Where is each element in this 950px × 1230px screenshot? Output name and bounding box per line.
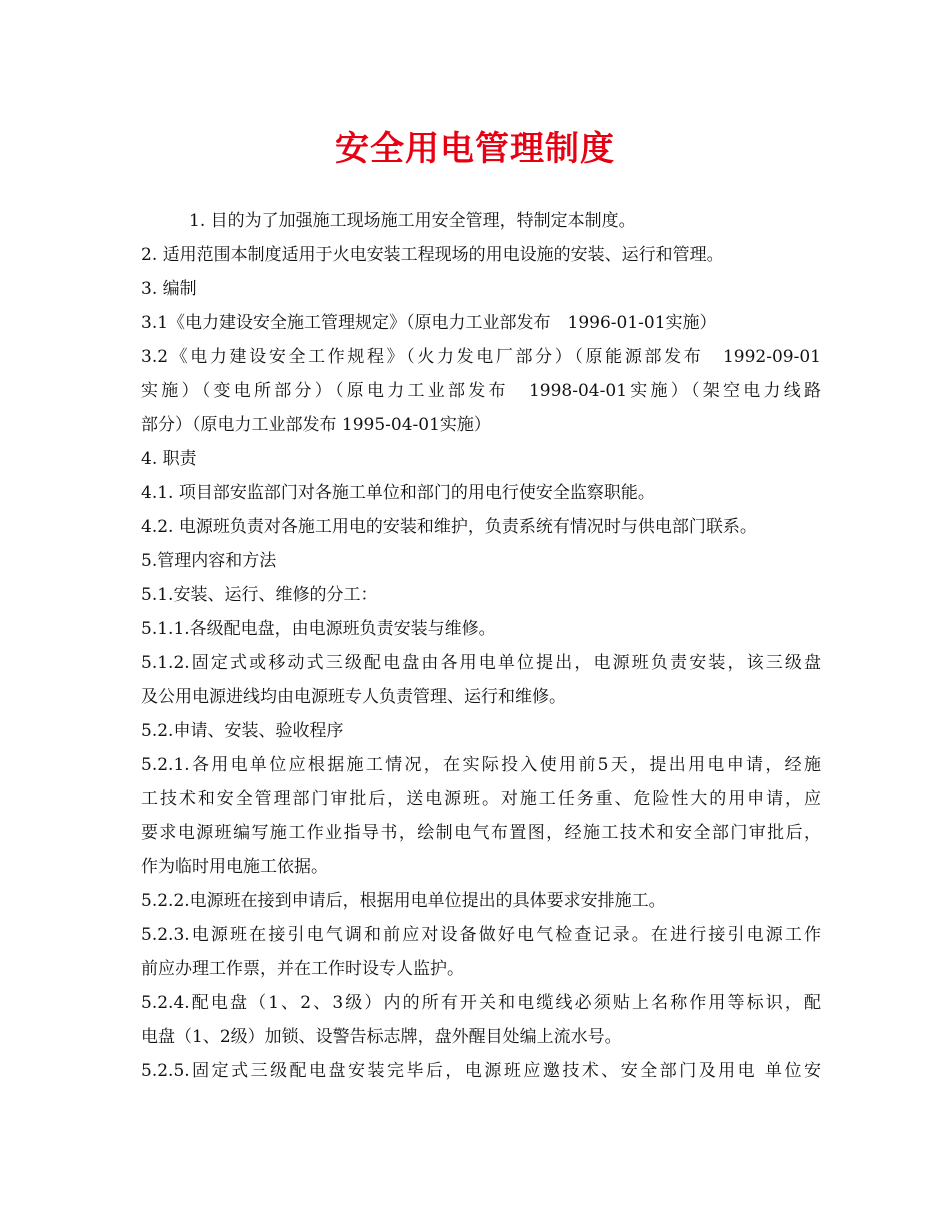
paragraph-5-2-3	[141, 918, 821, 986]
paragraph-4-2	[141, 510, 821, 544]
document-title: 安全用电管理制度	[335, 129, 615, 169]
paragraph-line: 2. 适用范围本制度适用于火电安装工程现场的用电设施的安装、运行和管理。	[141, 245, 724, 265]
section-heading-management	[141, 544, 821, 578]
paragraph-line: 5.1.1.各级配电盘，由电源班负责安装与维修。	[141, 619, 496, 639]
paragraph-line: 4.2. 电源班负责对各施工用电的安装和维护，负责系统有情况时与供电部门联系。	[141, 517, 757, 537]
paragraph-line: 5.1.安装、运行、维修的分工：	[141, 585, 378, 605]
paragraph-line: 实施）（变电所部分）（原电力工业部发布 1998-04-01实施）（架空电力线路	[141, 381, 821, 401]
paragraph-5-2-4	[141, 986, 821, 1054]
paragraph-line: 5.2.3.电源班在接引电气调和前应对设备做好电气检查记录。在进行接引电源工作	[141, 925, 821, 945]
section-heading-duties	[141, 442, 821, 476]
paragraph-ref-3-1	[141, 306, 821, 340]
paragraph-line: 5.2.4.配电盘（1、2、3级）内的所有开关和电缆线必须贴上名称作用等标识，配	[141, 993, 821, 1013]
paragraph-line: 5.2.2.电源班在接到申请后，根据用电单位提出的具体要求安排施工。	[141, 891, 666, 911]
paragraph-line: 3. 编制	[141, 279, 197, 299]
paragraph-line: 部分）（原电力工业部发布 1995-04-01实施）	[141, 415, 491, 435]
section-heading-compilation	[141, 272, 821, 306]
document-body	[141, 204, 821, 1088]
paragraph-line: 3.1《电力建设安全施工管理规定》（原电力工业部发布 1996-01-01实施）	[141, 313, 717, 333]
paragraph-5-1	[141, 578, 821, 612]
paragraph-5-1-1	[141, 612, 821, 646]
paragraph-line: 5.1.2.固定式或移动式三级配电盘由各用电单位提出，电源班负责安装，该三级盘	[141, 653, 821, 673]
paragraph-line: 工技术和安全管理部门审批后，送电源班。对施工任务重、危险性大的用申请，应	[141, 789, 821, 809]
paragraph-4-1	[141, 476, 821, 510]
paragraph-line: 5.2.申请、安装、验收程序	[141, 721, 344, 741]
paragraph-line: 5.管理内容和方法	[141, 551, 277, 571]
paragraph-line: 5.2.5.固定式三级配电盘安装完毕后，电源班应邀技术、安全部门及用电 单位安	[141, 1061, 821, 1081]
paragraph-line: 作为临时用电施工依据。	[141, 857, 328, 877]
paragraph-line: 4.1. 项目部安监部门对各施工单位和部门的用电行使安全监察职能。	[141, 483, 655, 503]
paragraph-line: 电盘（1、2级）加锁、设警告标志牌，盘外醒目处编上流水号。	[141, 1027, 622, 1047]
paragraph-5-2-5	[141, 1054, 821, 1088]
paragraph-line: 前应办理工作票，并在工作时设专人监护。	[141, 959, 464, 979]
paragraph-5-2-1	[141, 748, 821, 884]
paragraph-line: 及公用电源进线均由电源班专人负责管理、运行和维修。	[141, 687, 566, 707]
paragraph-scope	[141, 238, 821, 272]
paragraph-line: 1. 目的为了加强施工现场施工用安全管理，特制定本制度。	[189, 211, 636, 231]
paragraph-ref-3-2	[141, 340, 821, 442]
paragraph-5-2-2	[141, 884, 821, 918]
paragraph-line: 要求电源班编写施工作业指导书，绘制电气布置图，经施工技术和安全部门审批后，	[141, 823, 821, 843]
paragraph-purpose	[141, 204, 821, 238]
paragraph-5-2	[141, 714, 821, 748]
paragraph-line: 5.2.1.各用电单位应根据施工情况，在实际投入使用前5天，提出用电申请，经施	[141, 755, 821, 775]
paragraph-line: 3.2《电力建设安全工作规程》（火力发电厂部分）（原能源部发布 1992-09-01	[141, 347, 821, 367]
paragraph-line: 4. 职责	[141, 449, 197, 469]
paragraph-5-1-2	[141, 646, 821, 714]
